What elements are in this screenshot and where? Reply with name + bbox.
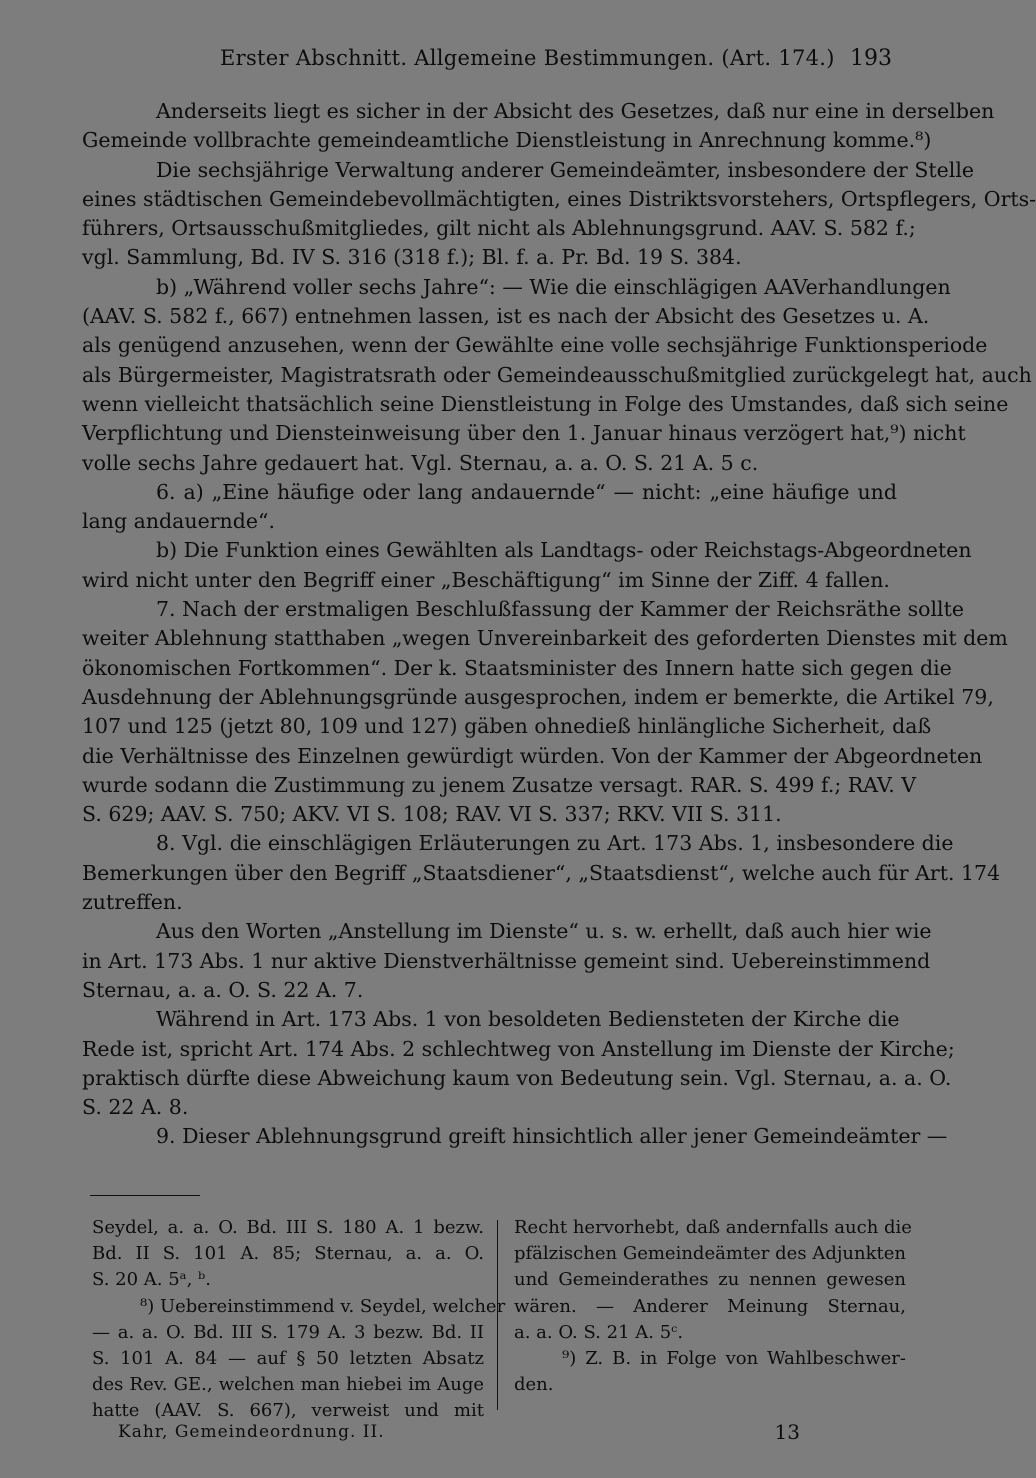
footnote-line: Seydel, a. a. O. Bd. III S. 180 A. 1 bezw. bbox=[92, 1217, 484, 1238]
footnote-line: Recht hervorhebt, daß andernfalls auch die bbox=[514, 1217, 912, 1238]
footnote-line: und Gemeinderathes zu nennen gewesen bbox=[514, 1269, 906, 1291]
text-line: S. 22 A. 8. bbox=[82, 1095, 189, 1120]
text-line: S. 629; AAV. S. 750; AKV. VI S. 108; RAV. VI S. 337; RKV. VII S. 311. bbox=[82, 802, 782, 827]
text-line: die Verhältnisse des Einzelnen gewürdigt würden. Von der Kammer der Abgeordneten bbox=[82, 743, 983, 768]
text-line: Bemerkungen über den Begriff „Staatsdiener“, „Staatsdienst“, welche auch für Art. 174 bbox=[82, 860, 1001, 885]
text-line: Rede ist, spricht Art. 174 Abs. 2 schlechtweg von Anstellung im Dienste der Kirche; bbox=[82, 1036, 955, 1061]
text-line: als genügend anzusehen, wenn der Gewählte eine volle sechsjährige Funktionsperiode bbox=[82, 333, 988, 358]
text-line: als Bürgermeister, Magistratsrath oder Gemeindeausschußmitglied zurückgelegt hat, auch bbox=[82, 362, 1032, 387]
text-line: Die sechsjährige Verwaltung anderer Gemeindeämter, insbesondere der Stelle bbox=[156, 157, 975, 182]
text-line: b) „Während voller sechs Jahre“: — Wie die einschlägigen AAVerhandlungen bbox=[156, 274, 951, 299]
text-line: zutreffen. bbox=[82, 890, 183, 915]
text-line: in Art. 173 Abs. 1 nur aktive Dienstverhältnisse gemeint sind. Uebereinstimmend bbox=[82, 948, 931, 973]
text-line: weiter Ablehnung statthaben „wegen Unvereinbarkeit des geforderten Dienstes mit dem bbox=[82, 626, 1008, 651]
footnote-line: hatte (AAV. S. 667), verweist und mit bbox=[92, 1400, 484, 1422]
text-line: volle sechs Jahre gedauert hat. Vgl. Sternau, a. a. O. S. 21 A. 5 c. bbox=[82, 450, 759, 475]
text-line: wenn vielleicht thatsächlich seine Dienstleistung in Folge des Umstandes, daß sich seine bbox=[82, 391, 1009, 416]
text-line: eines städtischen Gemeindebevollmächtigten, eines Distriktsvorstehers, Ortspflegers, Orts- bbox=[82, 186, 1036, 211]
footnote-line: wären. — Anderer Meinung Sternau, bbox=[514, 1295, 906, 1317]
footnotes-left-column bbox=[92, 1215, 506, 1425]
main-text bbox=[82, 97, 1036, 1152]
text-line: Aus den Worten „Anstellung im Dienste“ u. s. w. erhellt, daß auch hier wie bbox=[156, 919, 932, 944]
footnotes-right-column bbox=[514, 1215, 912, 1398]
footnote-line: S. 20 A. 5ᵃ, ᵇ. bbox=[92, 1269, 211, 1291]
text-line: 7. Nach der erstmaligen Beschlußfassung der Kammer der Reichsräthe sollte bbox=[156, 597, 964, 622]
text-line: praktisch dürfte diese Abweichung kaum von Bedeutung sein. Vgl. Sternau, a. a. O. bbox=[82, 1065, 952, 1090]
footnote-line: — a. a. O. Bd. III S. 179 A. 3 bezw. Bd. II bbox=[92, 1321, 484, 1343]
running-title: Erster Abschnitt. Allgemeine Bestimmungen. (Art. 174.) bbox=[220, 46, 835, 70]
text-line: wird nicht unter den Begriff einer „Beschäftigung“ im Sinne der Ziff. 4 fallen. bbox=[82, 567, 890, 592]
footnote-line: pfälzischen Gemeindeämter des Adjunkten bbox=[514, 1243, 906, 1265]
text-line: lang andauernde“. bbox=[82, 509, 275, 534]
footnote-line: Bd. II S. 101 A. 85; Sternau, a. a. O. bbox=[92, 1243, 484, 1265]
page-number: 193 bbox=[850, 46, 892, 71]
text-line: vgl. Sammlung, Bd. IV S. 316 (318 f.); Bl. f. a. Pr. Bd. 19 S. 384. bbox=[82, 245, 742, 270]
text-line: 8. Vgl. die einschlägigen Erläuterungen zu Art. 173 Abs. 1, insbesondere die bbox=[156, 831, 954, 856]
sheet-number: 13 bbox=[774, 1420, 800, 1444]
page-footer bbox=[118, 1420, 800, 1450]
text-line: wurde sodann die Zustimmung zu jenem Zusatze versagt. RAR. S. 499 f.; RAV. V bbox=[82, 772, 917, 797]
text-line: Gemeinde vollbrachte gemeindeamtliche Dienstleistung in Anrechnung komme.⁸) bbox=[82, 128, 932, 153]
text-line: Während in Art. 173 Abs. 1 von besoldeten Bediensteten der Kirche die bbox=[156, 1007, 900, 1032]
footnote-rule bbox=[90, 1195, 200, 1196]
footnote-line: ⁹) Z. B. in Folge von Wahlbeschwer- bbox=[562, 1347, 906, 1369]
footnote-line: den. bbox=[514, 1374, 554, 1396]
text-line: (AAV. S. 582 f., 667) entnehmen lassen, ist es nach der Absicht des Gesetzes u. A. bbox=[82, 304, 930, 329]
footnote-line: S. 101 A. 84 — auf § 50 letzten Absatz bbox=[92, 1347, 484, 1369]
text-line: führers, Ortsausschußmitgliedes, gilt nicht als Ablehnungsgrund. AAV. S. 582 f.; bbox=[82, 216, 916, 241]
text-line: Anderseits liegt es sicher in der Absicht des Gesetzes, daß nur eine in derselben bbox=[156, 99, 995, 123]
running-header bbox=[82, 46, 892, 76]
footnote-column-divider bbox=[497, 1220, 498, 1410]
text-line: 107 und 125 (jetzt 80, 109 und 127) gäben ohnedieß hinlängliche Sicherheit, daß bbox=[82, 714, 932, 739]
text-line: Sternau, a. a. O. S. 22 A. 7. bbox=[82, 977, 364, 1002]
text-line: ökonomischen Fortkommen“. Der k. Staatsminister des Innern hatte sich gegen die bbox=[82, 655, 952, 680]
footnote-line: ⁸) Uebereinstimmend v. Seydel, welcher bbox=[140, 1295, 506, 1317]
text-line: 6. a) „Eine häufige oder lang andauernde“ — nicht: „eine häufige und bbox=[156, 479, 897, 504]
text-line: 9. Dieser Ablehnungsgrund greift hinsichtlich aller jener Gemeindeämter — bbox=[156, 1124, 948, 1149]
text-line: Verpflichtung und Diensteinweisung über den 1. Januar hinaus verzögert hat,⁹) nicht bbox=[82, 421, 966, 446]
footnote-line: des Rev. GE., welchen man hiebei im Auge bbox=[92, 1374, 484, 1396]
text-line: b) Die Funktion eines Gewählten als Landtags- oder Reichstags-Abgeordneten bbox=[156, 538, 972, 563]
text-line: Ausdehnung der Ablehnungsgründe ausgesprochen, indem er bemerkte, die Artikel 79, bbox=[82, 684, 994, 709]
footnote-line: a. a. O. S. 21 A. 5ᶜ. bbox=[514, 1321, 684, 1343]
printer-signature: Kahr, Gemeindeordnung. II. bbox=[118, 1422, 385, 1442]
